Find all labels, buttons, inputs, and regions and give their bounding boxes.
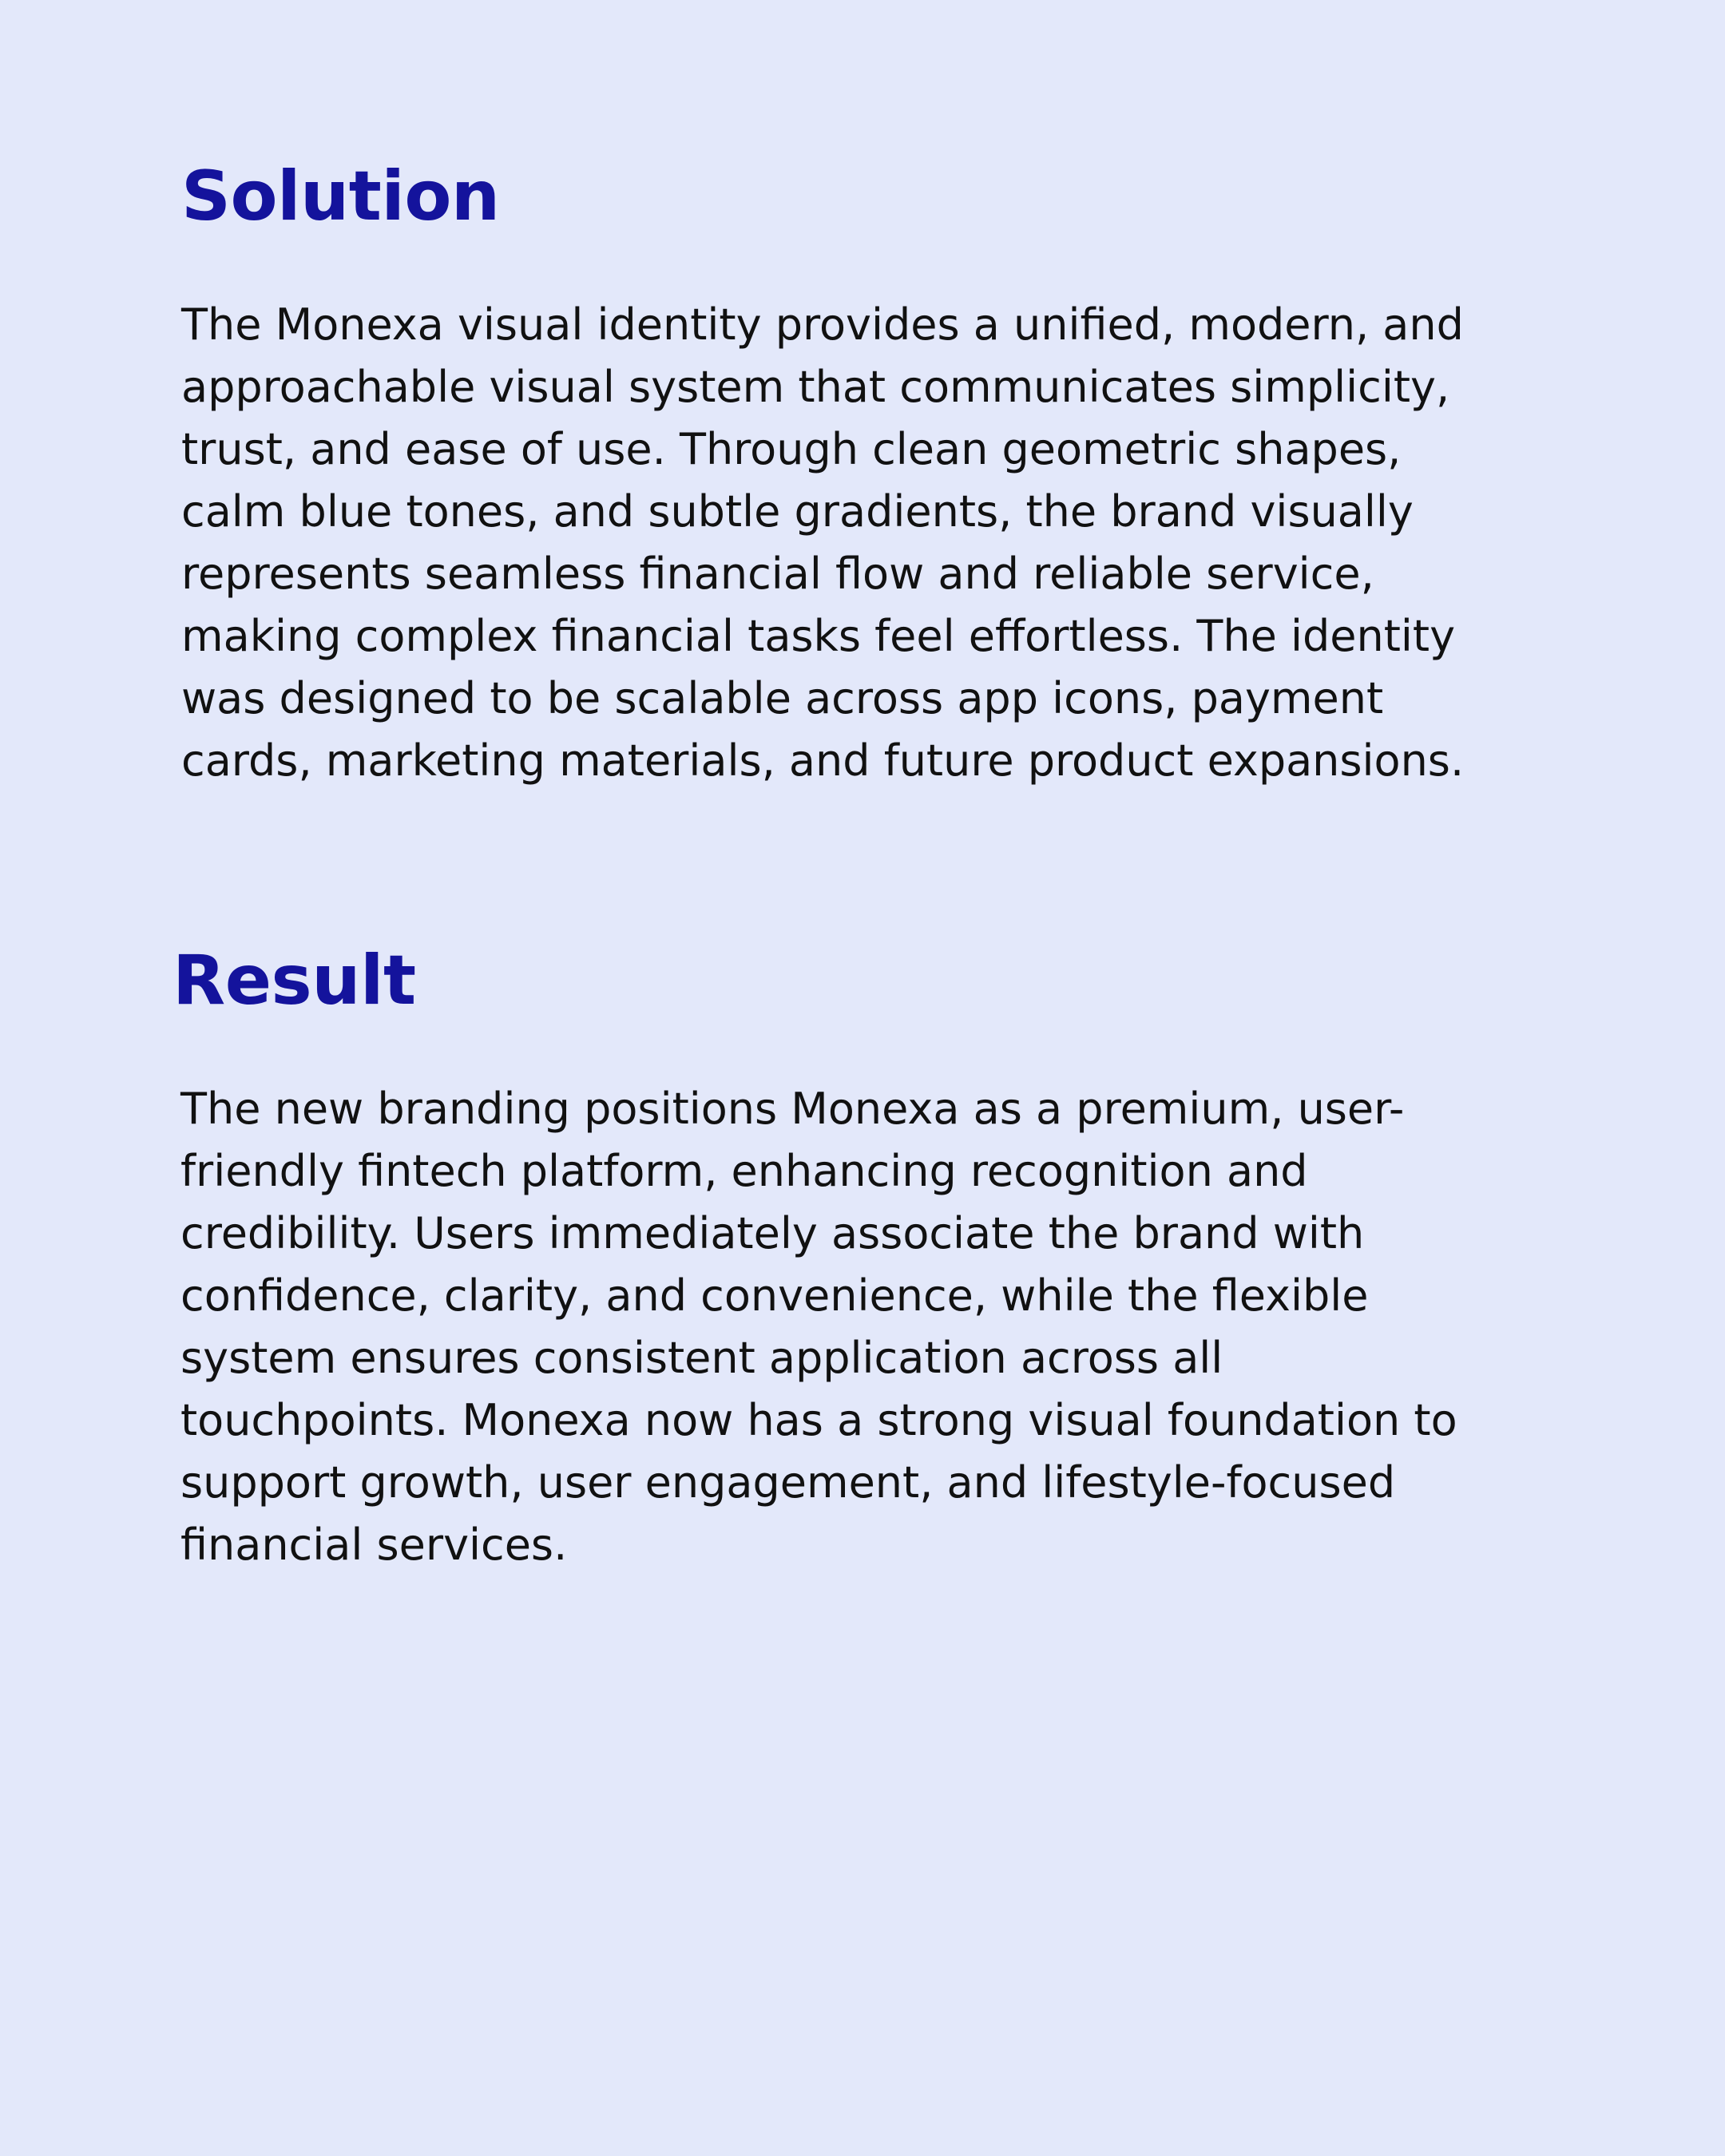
solution-section xyxy=(181,157,1539,786)
solution-heading: Solution xyxy=(181,157,500,236)
result-line: The new branding positions Monexa as a premium, user- xyxy=(180,1084,1405,1134)
solution-line: calm blue tones, and subtle gradients, the brand visually xyxy=(181,486,1414,537)
solution-paragraph xyxy=(181,294,1464,792)
result-line: financial services. xyxy=(180,1520,568,1570)
solution-line: trust, and ease of use. Through clean geometric shapes, xyxy=(181,424,1402,474)
result-paragraph xyxy=(180,1078,1457,1576)
solution-line: was designed to be scalable across app icons, payment xyxy=(181,673,1384,723)
solution-line: The Monexa visual identity provides a unified, modern, and xyxy=(181,299,1464,350)
solution-line: represents seamless financial flow and reliable service, xyxy=(181,549,1374,599)
result-line: confidence, clarity, and convenience, while the flexible xyxy=(180,1270,1369,1321)
result-line: system ensures consistent application across all xyxy=(180,1333,1223,1383)
result-line: touchpoints. Monexa now has a strong visual foundation to xyxy=(180,1395,1457,1445)
solution-line: approachable visual system that communicates simplicity, xyxy=(181,362,1450,412)
result-heading: Result xyxy=(172,941,416,1021)
solution-line: cards, marketing materials, and future product expansions. xyxy=(181,735,1465,786)
result-line: credibility. Users immediately associate the brand with xyxy=(180,1208,1365,1258)
solution-line: making complex financial tasks feel effortless. The identity xyxy=(181,611,1456,661)
result-line: friendly fintech platform, enhancing recognition and xyxy=(180,1146,1308,1196)
result-line: support growth, user engagement, and lifestyle-focused xyxy=(180,1457,1396,1508)
result-section xyxy=(172,941,1530,1570)
